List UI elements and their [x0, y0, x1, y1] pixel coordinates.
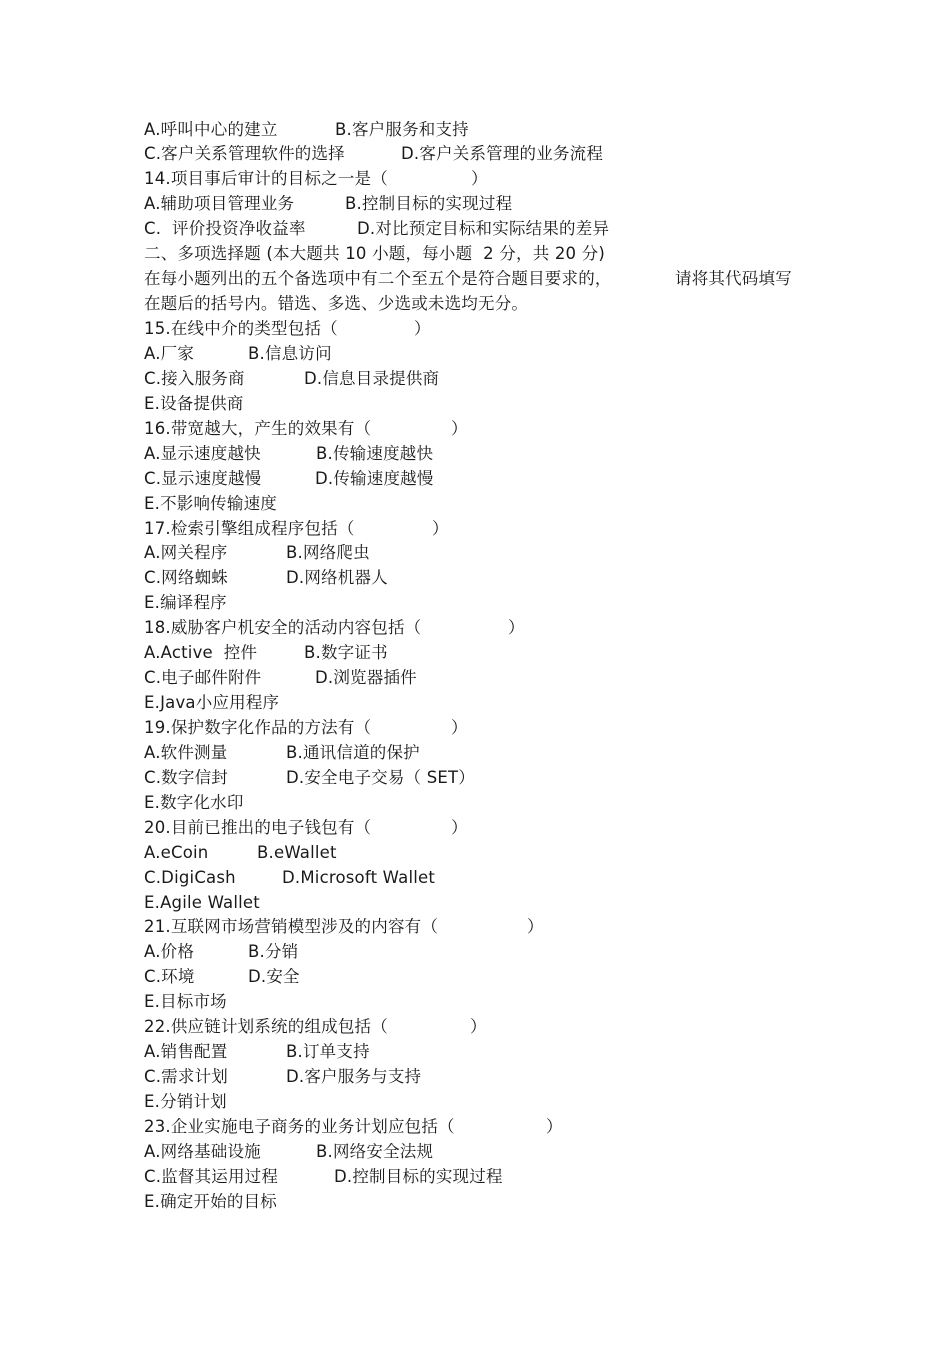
option-c: C.显示速度越慢	[144, 469, 262, 488]
option-a: A.厂家	[144, 344, 195, 363]
option-line	[144, 791, 244, 815]
option-d: D.对比预定目标和实际结果的差异	[357, 219, 610, 238]
option-a: A.销售配置	[144, 1042, 228, 1061]
option-c: C.数字信封	[144, 768, 228, 787]
option-e: E.编译程序	[144, 593, 227, 612]
option-line	[144, 367, 440, 391]
option-c: C.客户关系管理软件的选择	[144, 144, 345, 163]
option-line	[144, 965, 300, 989]
option-line	[144, 891, 260, 915]
option-a: A.软件测量	[144, 743, 228, 762]
question-line	[144, 816, 468, 840]
option-a: A.eCoin	[144, 843, 209, 862]
option-line	[144, 641, 388, 665]
option-line	[144, 467, 434, 491]
option-a: A.辅助项目管理业务	[144, 194, 295, 213]
question-text: 15.在线中介的类型包括（	[144, 319, 338, 338]
option-c: C.网络蜘蛛	[144, 568, 228, 587]
question-text: 16.带宽越大，产生的效果有（	[144, 419, 372, 438]
section-heading	[144, 242, 606, 266]
bracket-close: ）	[451, 818, 468, 837]
option-line	[144, 541, 370, 565]
option-c: C.监督其运用过程	[144, 1167, 279, 1186]
option-c: C. 评价投资净收益率	[144, 219, 306, 238]
option-line	[144, 666, 417, 690]
question-line	[144, 716, 468, 740]
option-a: A.呼叫中心的建立	[144, 120, 278, 139]
instruction-text: 在题后的括号内。错选、多选、少选或未选均无分。	[144, 294, 529, 313]
option-line	[144, 866, 436, 890]
option-b: B.分销	[248, 942, 299, 961]
option-c: C.DigiCash	[144, 868, 236, 887]
bracket-close: ）	[451, 718, 468, 737]
option-a: A.显示速度越快	[144, 444, 261, 463]
bracket-close: ）	[432, 519, 449, 538]
bracket-close: ）	[471, 169, 488, 188]
option-line	[144, 392, 244, 416]
option-c: C.环境	[144, 967, 195, 986]
option-line	[144, 142, 604, 166]
option-d: D.网络机器人	[286, 568, 388, 587]
question-text: 21.互联网市场营销模型涉及的内容有（	[144, 917, 439, 936]
option-d: D.控制目标的实现过程	[334, 1167, 503, 1186]
bracket-close: ）	[414, 319, 431, 338]
option-d: D.客户关系管理的业务流程	[401, 144, 604, 163]
option-a: A.网关程序	[144, 543, 228, 562]
question-line	[144, 517, 449, 541]
option-e: E.Java小应用程序	[144, 693, 280, 712]
question-text: 17.检索引擎组成程序包括（	[144, 519, 355, 538]
option-d: D.传输速度越慢	[315, 469, 434, 488]
option-b: B.传输速度越快	[316, 444, 434, 463]
option-b: B.网络爬虫	[286, 543, 370, 562]
instruction-text: 在每小题列出的五个备选项中有二个至五个是符合题目要求的，	[144, 269, 612, 288]
section-title: 二、多项选择题 (本大题共 10 小题，每小题 2 分，共 20 分)	[144, 244, 606, 263]
option-b: B.客户服务和支持	[335, 120, 469, 139]
option-line	[144, 566, 388, 590]
option-b: B.通讯信道的保护	[286, 743, 420, 762]
question-line	[144, 915, 544, 939]
bracket-close: ）	[546, 1117, 563, 1136]
bracket-close: ）	[451, 419, 468, 438]
option-d: D.浏览器插件	[315, 668, 417, 687]
option-line	[144, 766, 475, 790]
bracket-close: ）	[527, 917, 544, 936]
instruction-text-cont: 请将其代码填写	[675, 269, 792, 288]
question-text: 14.项目事后审计的目标之一是（	[144, 169, 388, 188]
option-line	[144, 1040, 370, 1064]
option-line	[144, 342, 332, 366]
option-a: A.网络基础设施	[144, 1142, 261, 1161]
option-d: D.信息目录提供商	[304, 369, 440, 388]
bracket-close: ）	[508, 618, 525, 637]
option-b: B.订单支持	[286, 1042, 370, 1061]
instruction-line	[144, 292, 529, 316]
question-line	[144, 317, 431, 341]
question-text: 20.目前已推出的电子钱包有（	[144, 818, 372, 837]
option-c: C.需求计划	[144, 1067, 228, 1086]
option-d: D.客户服务与支持	[286, 1067, 422, 1086]
option-a: A.Active 控件	[144, 643, 258, 662]
option-b: B.eWallet	[257, 843, 337, 862]
option-line	[144, 442, 434, 466]
option-line	[144, 1090, 227, 1114]
option-b: B.数字证书	[304, 643, 388, 662]
option-e: E.数字化水印	[144, 793, 244, 812]
option-d: D.安全	[248, 967, 300, 986]
option-line	[144, 118, 469, 142]
option-e: E.目标市场	[144, 992, 227, 1011]
option-e: E.Agile Wallet	[144, 893, 260, 912]
option-line	[144, 492, 277, 516]
option-d: D.安全电子交易（ SET）	[286, 768, 475, 787]
option-line	[144, 591, 227, 615]
option-e: E.不影响传输速度	[144, 494, 277, 513]
bracket-close: ）	[470, 1017, 487, 1036]
option-b: B.网络安全法规	[316, 1142, 434, 1161]
option-b: B.信息访问	[248, 344, 332, 363]
option-d: D.Microsoft Wallet	[282, 868, 436, 887]
option-line	[144, 691, 280, 715]
option-a: A.价格	[144, 942, 195, 961]
question-text: 22.供应链计划系统的组成包括（	[144, 1017, 388, 1036]
option-line	[144, 1140, 434, 1164]
question-text: 18.威胁客户机安全的活动内容包括（	[144, 618, 422, 637]
option-e: E.设备提供商	[144, 394, 244, 413]
option-line	[144, 990, 227, 1014]
question-text: 19.保护数字化作品的方法有（	[144, 718, 372, 737]
question-line	[144, 167, 488, 191]
instruction-line	[144, 267, 792, 291]
question-line	[144, 417, 468, 441]
option-line	[144, 1065, 422, 1089]
option-line	[144, 1165, 503, 1189]
question-text: 23.企业实施电子商务的业务计划应包括（	[144, 1117, 455, 1136]
option-line	[144, 217, 610, 241]
option-e: E.确定开始的目标	[144, 1192, 277, 1211]
option-line	[144, 1190, 277, 1214]
option-c: C.电子邮件附件	[144, 668, 262, 687]
question-line	[144, 1115, 563, 1139]
option-line	[144, 940, 299, 964]
option-line	[144, 841, 337, 865]
option-c: C.接入服务商	[144, 369, 245, 388]
question-line	[144, 1015, 487, 1039]
option-line	[144, 192, 513, 216]
option-e: E.分销计划	[144, 1092, 227, 1111]
option-line	[144, 741, 420, 765]
question-line	[144, 616, 525, 640]
option-b: B.控制目标的实现过程	[345, 194, 513, 213]
